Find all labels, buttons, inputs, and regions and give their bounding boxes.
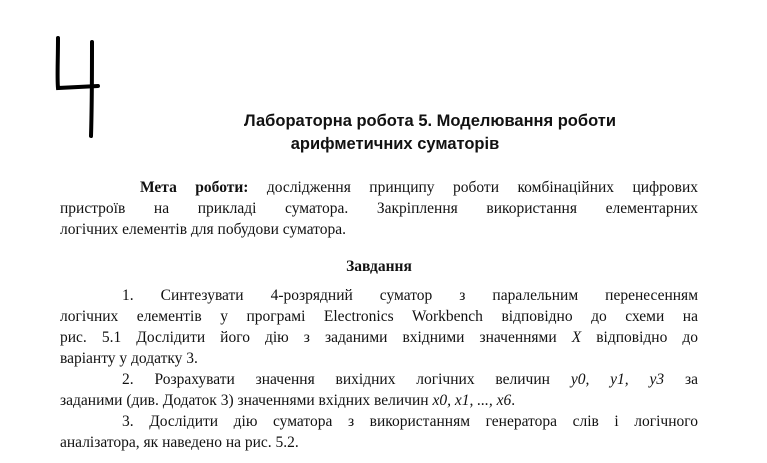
tasks-list (60, 285, 698, 453)
task3-line-2: аналізатора, як наведено на рис. 5.2. (60, 434, 299, 451)
output-variables: y0, y1, y3 (570, 371, 665, 388)
task2-line-1-text: 2. Розрахувати значення вихідних логічних величин (122, 371, 550, 388)
handwritten-number-4 (48, 30, 108, 140)
task1-line-2: логічних елементів у програмі Electronics Workbench відповідно до схеми на (60, 308, 698, 325)
purpose-line-1 (60, 177, 698, 198)
title-line-2: арифметичних суматорів (290, 135, 500, 153)
input-variables: x0, x1, ..., x6 (432, 392, 512, 409)
task2-line-1 (60, 369, 698, 390)
task3-line-1: 3. Дослідити дію суматора з використанням генератора слів і логічного (122, 413, 698, 430)
task2-line-1-end: за (685, 371, 699, 388)
title-line-1: Лабораторна робота 5. Моделювання роботи (244, 112, 616, 130)
task1-line-3 (60, 327, 698, 348)
task2-line-2-text: заданими (див. Додаток 3) значеннями вхідних величин (60, 392, 433, 409)
purpose-label: Мета роботи: (140, 179, 249, 196)
task2-line-2 (60, 390, 698, 411)
purpose-paragraph (60, 177, 698, 240)
purpose-line-2: пристроїв на прикладі суматора. Закріплення використання елементарних (60, 200, 698, 217)
task1-line-3-text: рис. 5.1 Дослідити його дію з заданими вхідними значеннями (60, 329, 572, 346)
purpose-text-1: дослідження принципу роботи комбінаційних цифрових (248, 179, 698, 196)
task2-line-2-end: . (511, 392, 516, 409)
tasks-heading: Завдання (346, 258, 412, 275)
variable-x: X (571, 329, 582, 346)
task1-line-3-end: відповідно до (581, 329, 699, 346)
task1-line-4: варіанту у додатку 3. (60, 350, 198, 367)
purpose-line-3: логічних елементів для побудови суматора. (60, 221, 347, 238)
document-title (160, 110, 700, 156)
task1-line-1: 1. Синтезувати 4-розрядний суматор з паралельним перенесенням (122, 287, 698, 304)
handwritten-4-icon (48, 30, 108, 140)
